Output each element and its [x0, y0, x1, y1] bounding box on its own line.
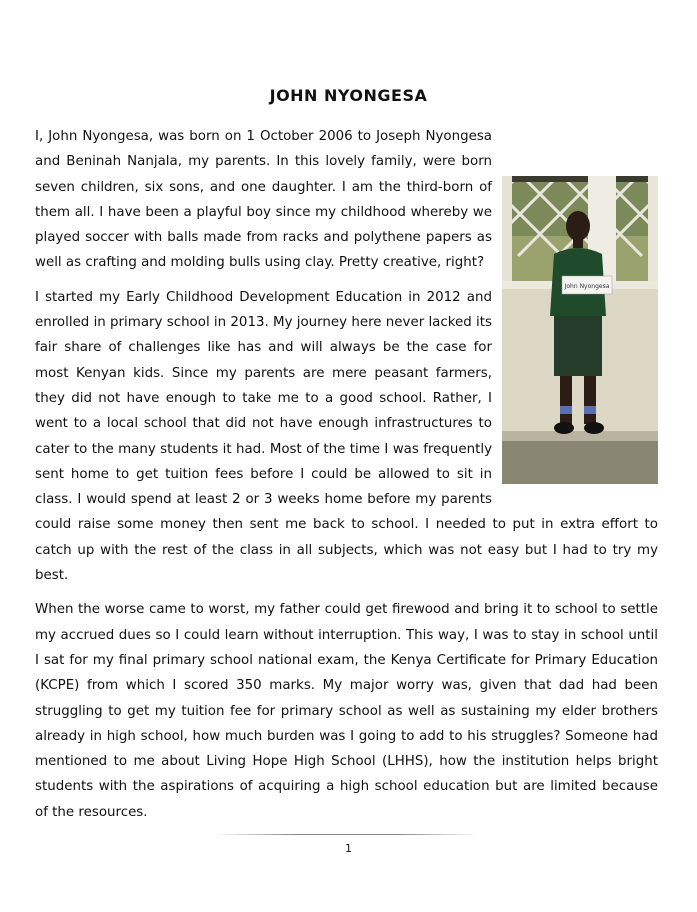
sign-text: John Nyongesa — [564, 283, 610, 290]
page-number: 1 — [345, 842, 352, 855]
footer-rule — [214, 834, 479, 835]
body-text — [35, 124, 658, 834]
paragraph-3: When the worse came to worst, my father could get firewood and bring it to school to settle my accrued dues so I could learn without interruption. This way, I was to stay in school until I sat for my final primary school national exam, the Kenya Certificate for Primary Education (KCPE) from which I scored 350 marks. My major worry was, given that dad had been struggling to get my tuition fee for primary school as well as sustaining my elder brothers already in high school, how much burden was I going to add to his struggles? Someone had mentioned to me about Living Hope High School (LHHS), how the institution helps bright students with the aspirations of acquiring a high school education but are limited because of the resources. — [35, 602, 658, 820]
student-photo — [502, 176, 658, 484]
page-title: JOHN NYONGESA — [269, 86, 428, 105]
paragraph-2: I started my Early Childhood Development Education in 2012 and enrolled in primary school in 2013. My journey here never lacked its fair share of challenges like has and will always be the case for most Kenyan kids. Since my parents are mere peasant farmers, they did not have enough to take me to a good school. Rather, I went to a local school that did not have enough infrastructures to cater to the many students it had. Most of the time I was frequently sent home to get tuition fees before I could be allowed to sit in class. I would spend at least 2 or 3 weeks home before my parents could raise some money then sent me back to school. I needed to put in extra effort to catch up with the rest of the class in all subjects, which was not easy but I had to try my best. — [35, 289, 658, 584]
student-photo-image — [502, 176, 658, 484]
paragraph-1: I, John Nyongesa, was born on 1 October 2006 to Joseph Nyongesa and Beninah Nanjala, my parents. In this lovely family, were born seven children, six sons, and one daughter. I am the third-born of them all. I have been a playful boy since my childhood whereby we played soccer with balls made from racks and polythene papers as well as crafting and molding bulls using clay. Pretty creative, right? — [35, 129, 492, 271]
